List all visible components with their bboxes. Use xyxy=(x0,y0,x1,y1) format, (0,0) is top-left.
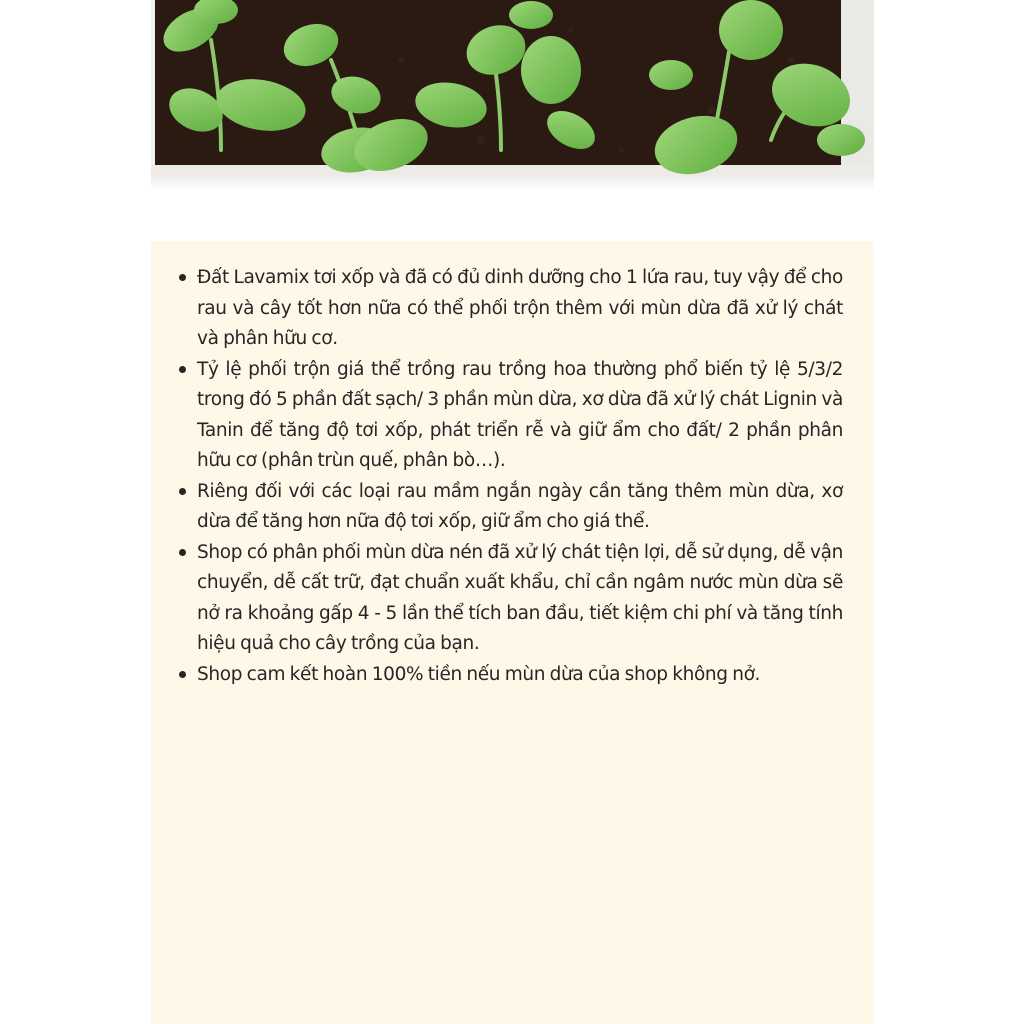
bullet-text: Shop cam kết hoàn 100% tiền nếu mùn dừa của shop không nở. xyxy=(197,663,761,685)
bullet-list xyxy=(179,263,843,690)
bullet-icon xyxy=(179,549,186,556)
bullet-icon xyxy=(179,488,186,495)
bullet-text: Đất Lavamix tơi xốp và đã có đủ dinh dưỡng cho 1 lứa rau, tuy vậy để cho rau và cây tốt hơn nữa có thể phối trộn thêm với mùn dừa đã xử lý chát và phân hữu cơ. xyxy=(197,267,843,349)
seedlings-illustration xyxy=(151,0,874,190)
list-item xyxy=(179,477,843,538)
bullet-icon xyxy=(179,274,186,281)
list-item xyxy=(179,660,843,691)
bullet-text: Tỷ lệ phối trộn giá thể trồng rau trồng hoa thường phổ biến tỷ lệ 5/3/2 trong đó 5 phần đất sạch/ 3 phần mùn dừa, xơ dừa đã xử lý chát Lignin và Tanin để tăng độ tơi xốp, phát triển rễ và giữ ẩm cho đất/ 2 phần phân hữu cơ (phân trùn quế, phân bò…). xyxy=(197,358,843,471)
list-item xyxy=(179,263,843,355)
seedlings-photo xyxy=(151,0,874,190)
list-item xyxy=(179,355,843,477)
bullet-icon xyxy=(179,366,186,373)
bullet-text: Riêng đối với các loại rau mầm ngắn ngày cần tăng thêm mùn dừa, xơ dừa để tăng hơn nữa độ tơi xốp, giữ ẩm cho giá thể. xyxy=(197,480,843,532)
info-panel xyxy=(151,241,874,1024)
bullet-icon xyxy=(179,671,186,678)
list-item xyxy=(179,538,843,660)
bullet-text: Shop có phân phối mùn dừa nén đã xử lý chát tiện lợi, dễ sử dụng, dễ vận chuyển, dễ cất trữ, đạt chuẩn xuất khẩu, chỉ cần ngâm nước mùn dừa sẽ nở ra khoảng gấp 4 - 5 lần thể tích ban đầu, tiết kiệm chi phí và tăng tính hiệu quả cho cây trồng của bạn. xyxy=(197,541,843,654)
